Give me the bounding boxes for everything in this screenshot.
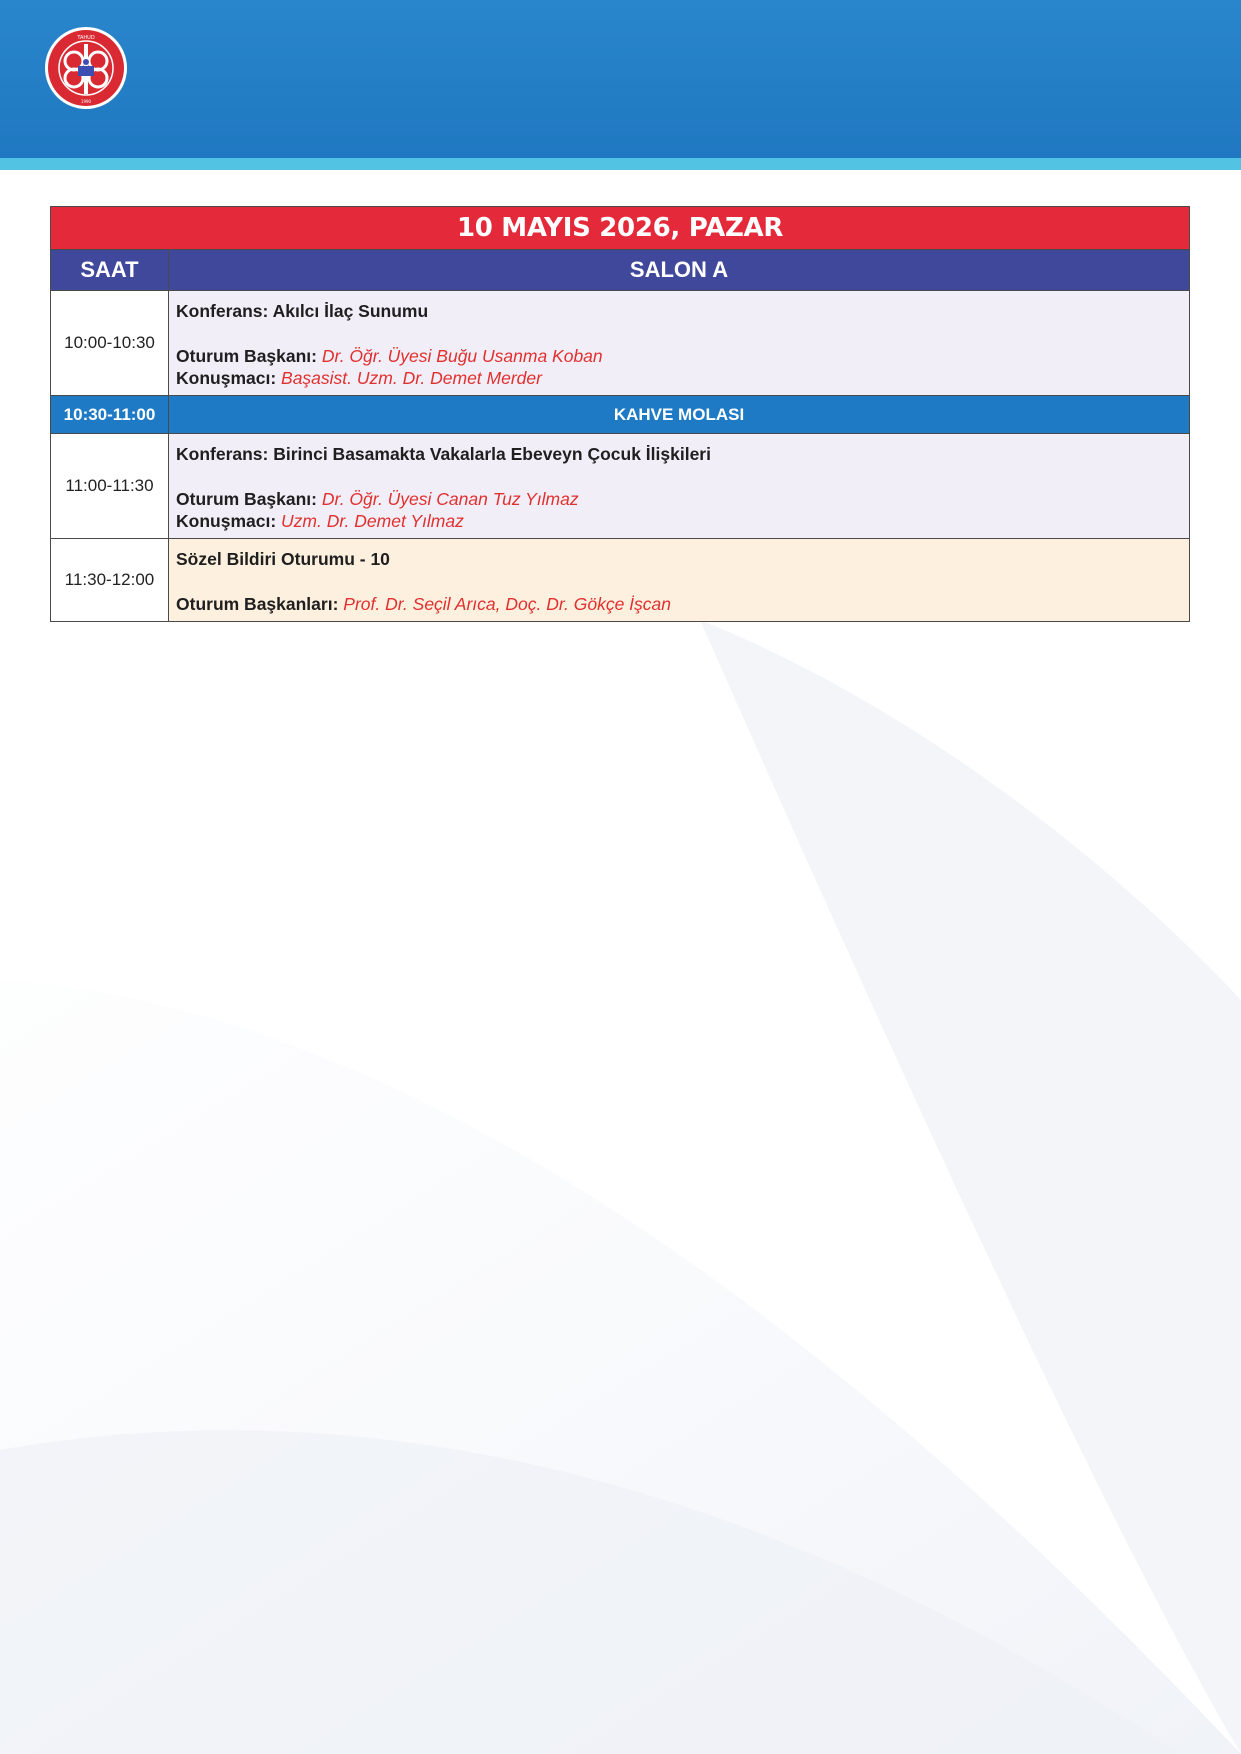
- session-row: [51, 434, 1190, 539]
- header-stripe: [0, 158, 1241, 170]
- logo-year: 1990: [80, 99, 92, 104]
- chair-name: Dr. Öğr. Üyesi Canan Tuz Yılmaz: [321, 489, 579, 509]
- chair-label: Oturum Başkanı:: [176, 346, 317, 366]
- session-title: Sözel Bildiri Oturumu - 10: [176, 549, 390, 569]
- column-header-hall: SALON A: [169, 250, 1190, 291]
- session-details: [169, 434, 1190, 539]
- logo-text-top: TAHUD: [77, 35, 95, 41]
- session-chair-line: [176, 345, 1182, 367]
- session-chair-line: [176, 488, 1182, 510]
- session-speaker-line: [176, 367, 1182, 389]
- session-details: [169, 539, 1190, 622]
- day-row: [51, 207, 1190, 250]
- session-time: 10:00-10:30: [51, 291, 169, 396]
- speaker-label: Konuşmacı:: [176, 368, 277, 388]
- speaker-label: Konuşmacı:: [176, 511, 277, 531]
- program-table: [50, 206, 1190, 622]
- session-time: 11:00-11:30: [51, 434, 169, 539]
- chairs-label: Oturum Başkanları:: [176, 594, 339, 614]
- column-header-time: SAAT: [51, 250, 169, 291]
- chair-label: Oturum Başkanı:: [176, 489, 317, 509]
- break-row: [51, 396, 1190, 434]
- break-label: KAHVE MOLASI: [169, 396, 1190, 434]
- column-header-row: [51, 250, 1190, 291]
- session-title: Konferans: Birinci Basamakta Vakalarla Ebeveyn Çocuk İlişkileri: [176, 444, 711, 464]
- session-details: [169, 291, 1190, 396]
- chairs-names: Prof. Dr. Seçil Arıca, Doç. Dr. Gökçe İşcan: [343, 594, 672, 614]
- session-row: [51, 291, 1190, 396]
- speaker-name: Uzm. Dr. Demet Yılmaz: [281, 511, 464, 531]
- session-row: [51, 539, 1190, 622]
- session-chairs-line: [176, 593, 1182, 615]
- day-title: 10 MAYIS 2026, PAZAR: [51, 207, 1190, 250]
- session-time: 11:30-12:00: [51, 539, 169, 622]
- header-banner: [0, 0, 1241, 158]
- tahud-logo: [44, 26, 128, 110]
- break-time: 10:30-11:00: [51, 396, 169, 434]
- session-title: Konferans: Akılcı İlaç Sunumu: [176, 301, 429, 321]
- chair-name: Dr. Öğr. Üyesi Buğu Usanma Koban: [321, 346, 603, 366]
- session-speaker-line: [176, 510, 1182, 532]
- speaker-name: Başasist. Uzm. Dr. Demet Merder: [281, 368, 542, 388]
